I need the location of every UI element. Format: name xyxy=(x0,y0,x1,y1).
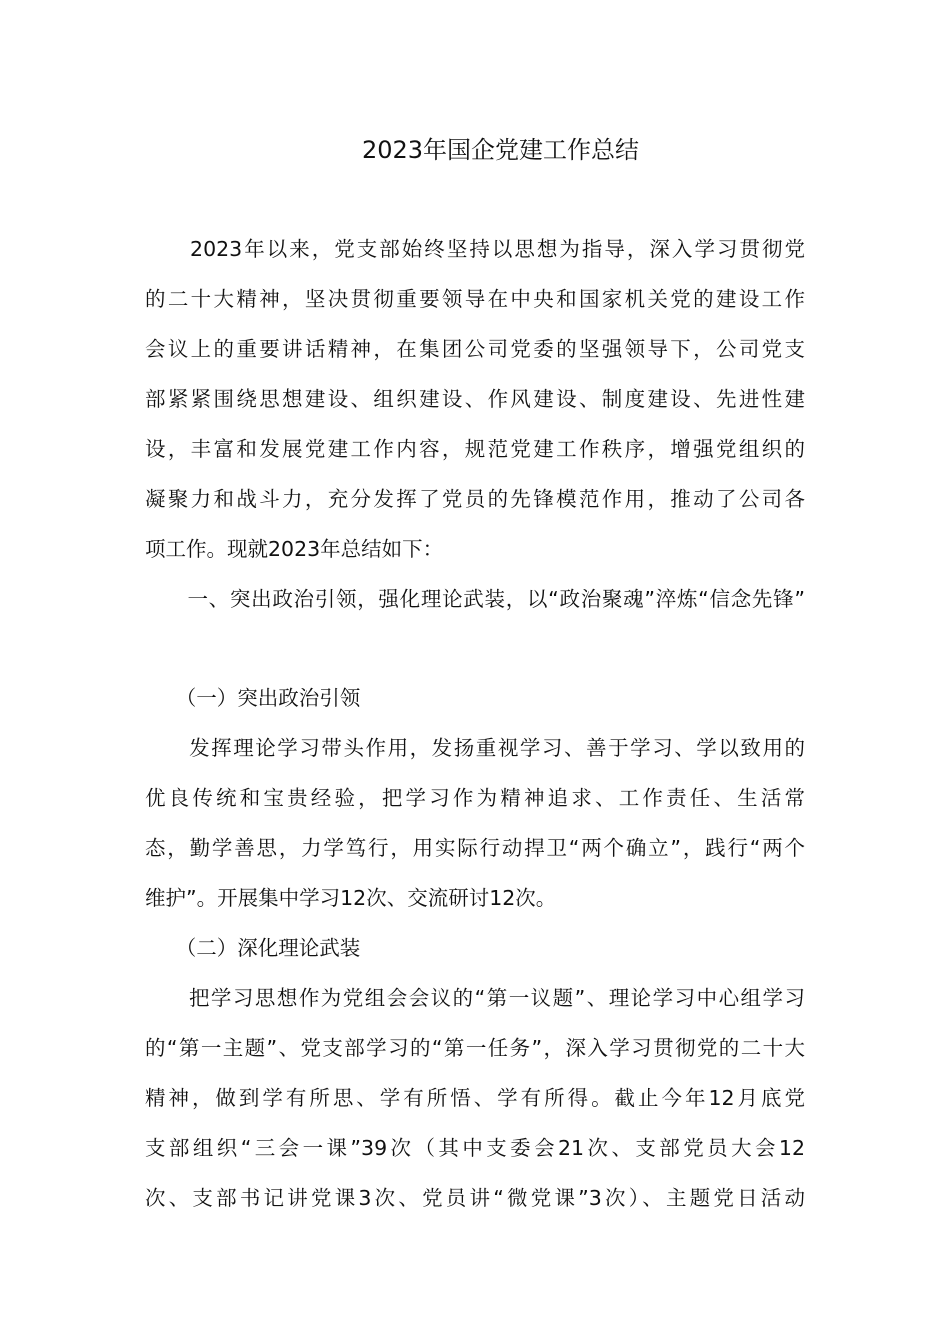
subsection-heading: （二）深化理论武装 xyxy=(145,936,361,960)
paragraph-line: 把学习思想作为党组会会议的“第一议题”、理论学习中心组学习 xyxy=(145,986,805,1010)
paragraph-line: 项工作。现就2023年总结如下： xyxy=(145,537,444,561)
paragraph-line: 的“第一主题”、党支部学习的“第一任务”，深入学习贯彻党的二十大 xyxy=(145,1036,805,1060)
paragraph-line: 部紧紧围绕思想建设、组织建设、作风建设、制度建设、先进性建 xyxy=(145,387,805,411)
paragraph-line: 会议上的重要讲话精神，在集团公司党委的坚强领导下，公司党支 xyxy=(145,337,805,361)
paragraph-line: 凝聚力和战斗力，充分发挥了党员的先锋模范作用，推动了公司各 xyxy=(145,487,805,511)
paragraph-line: 维护”。开展集中学习12次、交流研讨12次。 xyxy=(145,886,557,910)
paragraph-line: 2023年以来，党支部始终坚持以思想为指导，深入学习贯彻党 xyxy=(145,237,805,261)
document-title: 2023年国企党建工作总结 xyxy=(361,136,640,164)
paragraph-line: 精神，做到学有所思、学有所悟、学有所得。截止今年12月底党 xyxy=(145,1086,805,1110)
paragraph-line: 发挥理论学习带头作用，发扬重视学习、善于学习、学以致用的 xyxy=(145,736,805,760)
paragraph-line: 的二十大精神，坚决贯彻重要领导在中央和国家机关党的建设工作 xyxy=(145,287,805,311)
paragraph-line: 设，丰富和发展党建工作内容，规范党建工作秩序，增强党组织的 xyxy=(145,437,805,461)
section-heading: 一、突出政治引领，强化理论武装，以“政治聚魂”淬炼“信念先锋” xyxy=(145,587,805,611)
paragraph-line: 优良传统和宝贵经验，把学习作为精神追求、工作责任、生活常 xyxy=(145,786,805,810)
paragraph-line: 态，勤学善思，力学笃行，用实际行动捍卫“两个确立”，践行“两个 xyxy=(145,836,805,860)
paragraph-line: 次、支部书记讲党课3次、党员讲“微党课”3次）、主题党日活动 xyxy=(145,1186,805,1210)
subsection-heading: （一）突出政治引领 xyxy=(145,686,361,710)
paragraph-line: 支部组织“三会一课”39次（其中支委会21次、支部党员大会12 xyxy=(145,1136,805,1160)
